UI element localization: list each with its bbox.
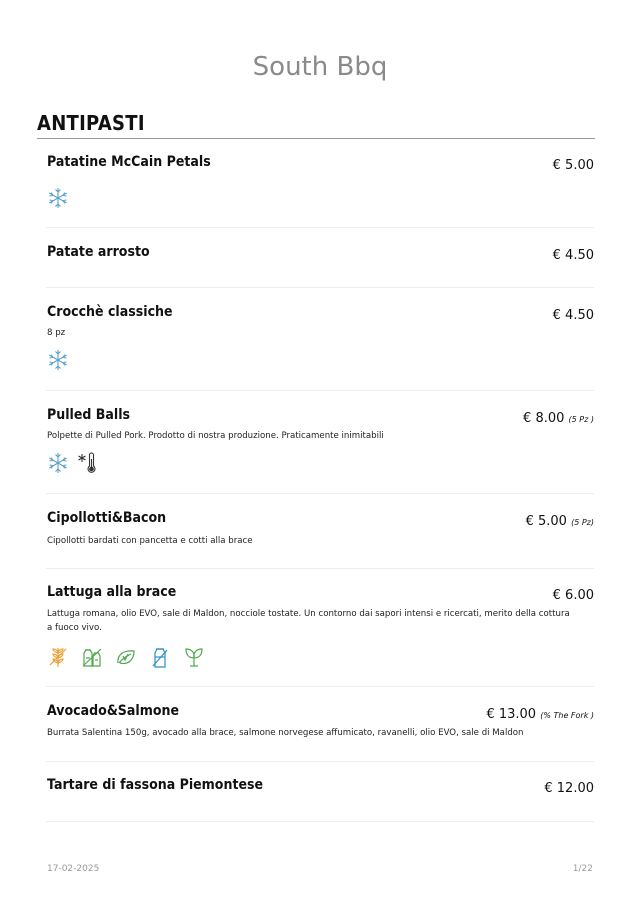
- item-name: Crocchè classiche: [47, 304, 173, 320]
- item-name: Patatine McCain Petals: [47, 154, 211, 170]
- restaurant-title: South Bbq: [252, 52, 388, 82]
- section-header: [37, 111, 595, 139]
- item-name: Tartare di fassona Piemontese: [47, 777, 264, 793]
- vegan-icon: [114, 645, 138, 669]
- menu-item: [46, 569, 594, 687]
- item-description: Cipollotti bardati con pancetta e cotti alla brace: [47, 536, 253, 546]
- menu-item: [46, 142, 594, 228]
- item-icons: [46, 186, 70, 210]
- menu-item: [46, 228, 594, 288]
- item-price: € 12.00: [544, 781, 594, 796]
- item-name: Avocado&Salmone: [47, 703, 180, 719]
- blast-chilled-icon: [76, 451, 100, 475]
- menu-item: [46, 391, 594, 494]
- snowflake-icon: [46, 451, 70, 475]
- vegetarian-icon: [182, 645, 206, 669]
- gluten-free-icon: [46, 645, 70, 669]
- lactose-free-icon: [80, 645, 104, 669]
- menu-item: [46, 687, 594, 762]
- snowflake-icon: [46, 348, 70, 372]
- footer-date: 17-02-2025: [47, 864, 100, 874]
- item-unit: (% The Fork ): [540, 711, 594, 720]
- item-price: € 8.00 (5 Pz ): [523, 411, 594, 426]
- item-name: Lattuga alla brace: [47, 584, 177, 600]
- item-description: Burrata Salentina 150g, avocado alla brace, salmone norvegese affumicato, ravanelli, olio EVO, sale di Maldon: [47, 728, 524, 738]
- item-name: Patate arrosto: [47, 244, 150, 260]
- item-name: Cipollotti&Bacon: [47, 510, 167, 526]
- menu-item: [46, 494, 594, 569]
- item-price: € 4.50: [552, 308, 594, 323]
- menu-item: [46, 762, 594, 822]
- item-name: Pulled Balls: [47, 407, 131, 423]
- item-price: € 5.00: [552, 158, 594, 173]
- item-icons: [46, 451, 100, 475]
- item-unit: (5 Pz): [571, 518, 594, 527]
- item-icons: [46, 348, 70, 372]
- section-title: ANTIPASTI: [37, 111, 145, 135]
- item-price: € 13.00 (% The Fork ): [486, 707, 594, 722]
- page-number: 1/22: [572, 864, 593, 874]
- milk-free-icon: [148, 645, 172, 669]
- menu-item: [46, 288, 594, 391]
- item-price: € 6.00: [552, 588, 594, 603]
- item-price: € 4.50: [552, 248, 594, 263]
- snowflake-icon: [46, 186, 70, 210]
- menu-list: [46, 142, 594, 822]
- item-description: Lattuga romana, olio EVO, sale di Maldon, nocciole tostate. Un contorno dai sapori intensi e ricercati, merito della cottura a fuoco vivo.: [47, 609, 570, 633]
- item-price: € 5.00 (5 Pz): [525, 514, 594, 529]
- item-description: Polpette di Pulled Pork. Prodotto di nostra produzione. Praticamente inimitabili: [47, 431, 384, 441]
- item-unit: (5 Pz ): [568, 415, 594, 424]
- item-description: 8 pz: [47, 328, 66, 338]
- item-icons: [46, 645, 206, 669]
